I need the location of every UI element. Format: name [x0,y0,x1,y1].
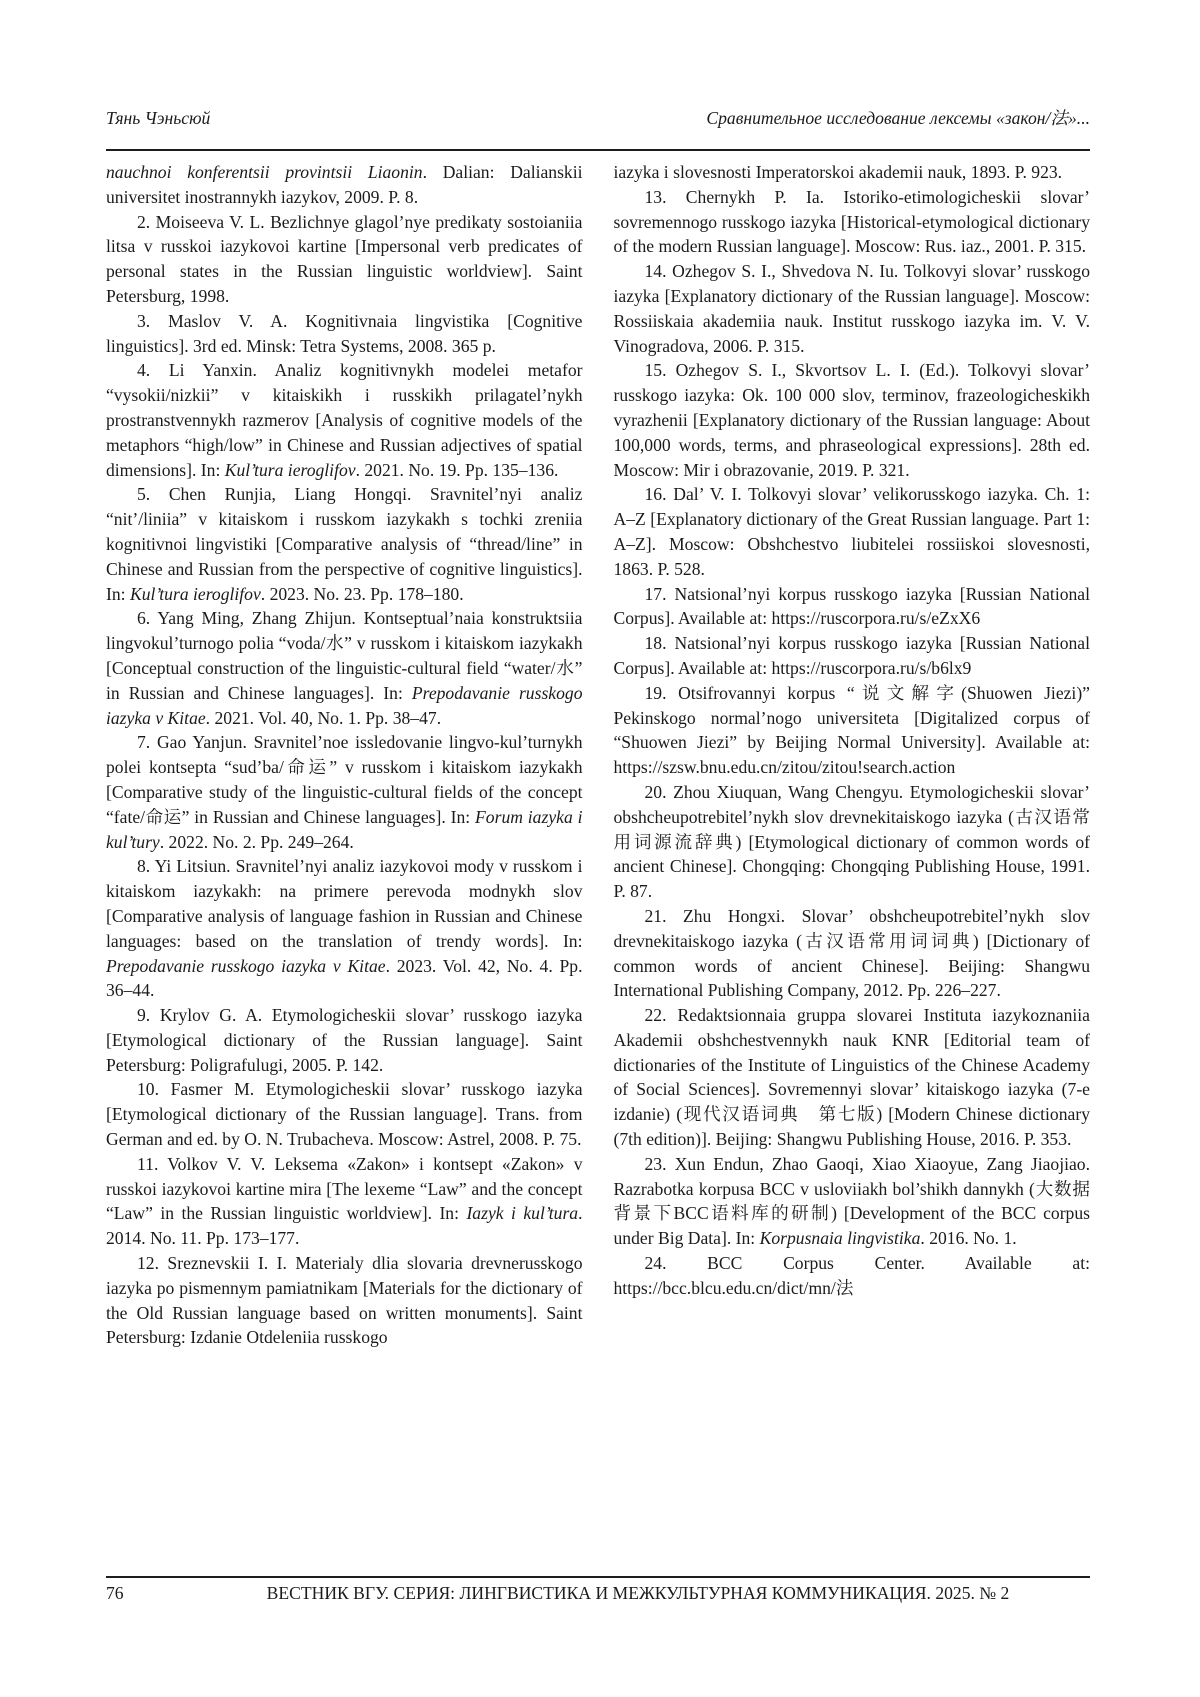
text-run: 21. Zhu Hongxi. Slovar’ obshcheupotrebitel’nykh slov drevnekitaiskogo iazyka (古汉语常用词词典) [Dictionary of common words of ancient Chinese]. Beijing: Shangwu International Publishing Company, 2012. Pp. 226–227. [613,905,1090,1001]
text-run: 12. Sreznevskii I. I. Materialy dlia slovaria drevnerusskogo iazyka po pismennym pamiatnikam [Materials for the dictionary of the Old Russian language based on written monuments]. Saint Petersburg: Izdanie Otdeleniia russkogo [106,1253,583,1348]
text-run: . 2021. No. 19. Pp. 135–136. [355,459,559,480]
reference-item [614,1251,1091,1301]
reference-item [106,1003,583,1077]
page-number: 76 [106,1583,124,1603]
page-footer [106,1582,1090,1604]
text-run: . 2021. Vol. 40, No. 1. Pp. 38–47. [205,707,442,728]
reference-item [106,1077,583,1151]
running-author: Тянь Чэньсюй [106,108,211,128]
reference-item [106,730,583,854]
header-rule [106,149,1090,151]
text-run: 16. Dal’ V. I. Tolkovyi slovar’ velikorusskogo iazyka. Ch. 1: A–Z [Explanatory dictionary of the Great Russian language. Part 1: A–Z]. Moscow: Obshchestvo liubitelei rossiiskoi slovesnosti, 1863. P. 528. [613,484,1090,579]
reference-item [106,358,583,482]
text-run: 19. Otsifrovannyi korpus “说文解字(Shuowen Jiezi)” Pekinskogo normal’nogo universiteta [Digitalized corpus of “Shuowen Jiezi” by Beijing Normal University]. Available at: https://szsw.bnu.edu.cn/zitou/zitou!search.action [613,682,1090,778]
reference-item [614,1003,1091,1152]
text-run: 9. Krylov G. A. Etymologicheskii slovar’ russkogo iazyka [Etymological dictionary of the Russian language]. Saint Petersburg: Poligrafulugi, 2005. P. 142. [106,1005,583,1075]
italic-text-run: Korpusnaia lingvistika [759,1228,921,1249]
text-run: 15. Ozhegov S. I., Skvortsov L. I. (Ed.). Tolkovyi slovar’ russkogo iazyka: Ok. 100 000 slov, terminov, frazeologicheskikh vyrazhenii [Explanatory dictionary of the Russian language: About 100,000 words, terms, and phraseological expressions]. 28th ed. Moscow: Mir i obrazovanie, 2019. P. 321. [613,360,1090,480]
text-run: . 2022. No. 2. Pp. 249–264. [159,831,354,852]
reference-item [106,482,583,606]
italic-text-run: Prepodavanie russkogo iazyka v Kitae [106,955,386,976]
text-run: 24. BCC Corpus Center. Available at: https://bcc.blcu.edu.cn/dict/mn/法 [613,1253,1090,1298]
running-title: Сравнительное исследование лексемы «закон/法»... [706,108,1090,128]
text-run: . 2023. No. 23. Pp. 178–180. [260,583,464,604]
text-run: 5. Chen Runjia, Liang Hongqi. Sravnitel’nyi analiz “nit’/liniia” v kitaiskom i russkom iazykakh s tochki zreniia kognitivnoi lingvistiki [Comparative analysis of “thread/line” in Chinese and Russian from the perspective of cognitive linguistics]. In: [106,484,583,604]
italic-text-run: Kul’tura ieroglifov [224,459,356,480]
text-run: iazyka i slovesnosti Imperatorskoi akademii nauk, 1893. P. 923. [613,162,1063,182]
text-run: 2. Moiseeva V. L. Bezlichnye glagol’nye predikaty sostoianiia litsa v russkoi iazykovoi kartine [Impersonal verb predicates of personal states in the Russian linguistic worldview]. Saint Petersburg, 1998. [106,211,583,306]
reference-item [106,309,583,359]
text-run: 17. Natsional’nyi korpus russkogo iazyka [Russian National Corpus]. Available at: https://ruscorpora.ru/s/eZxX6 [613,583,1090,629]
references-column-right [614,160,1091,1350]
italic-text-run: Forum iazyka i kul’tury [106,806,583,852]
references-column-left [106,160,583,1350]
reference-item [106,1251,583,1350]
reference-item [106,606,583,730]
italic-text-run: Prepodavanie russkogo iazyka v Kitae [106,682,583,728]
text-run: 22. Redaktsionnaia gruppa slovarei Instituta iazykoznaniia Akademii obshchestvennykh nauk KNR [Editorial team of dictionaries of the Institute of Linguistics of the Chinese Academy of Social Sciences]. Sovremennyi slovar’ kitaiskogo iazyka (7-e izdanie) (现代汉语词典 第七版) [Modern Chinese dictionary (7th edition)]. Beijing: Shangwu Publishing House, 2016. P. 353. [613,1005,1090,1150]
text-run: . 2016. No. 1. [920,1228,1017,1249]
text-run: 14. Ozhegov S. I., Shvedova N. Iu. Tolkovyi slovar’ russkogo iazyka [Explanatory dictionary of the Russian language]. Moscow: Rossiiskaia akademiia nauk. Institut russkogo iazyka im. V. V. Vinogradova, 2006. P. 315. [613,261,1090,356]
text-run: 18. Natsional’nyi korpus russkogo iazyka [Russian National Corpus]. Available at: https://ruscorpora.ru/s/b6lx9 [613,633,1090,678]
reference-item [614,904,1091,1003]
text-run: 10. Fasmer M. Etymologicheskii slovar’ russkogo iazyka [Etymological dictionary of the Russian language]. Trans. from German and ed. by O. N. Trubacheva. Moscow: Astrel, 2008. P. 75. [106,1079,583,1150]
reference-item [614,482,1091,581]
italic-text-run: Iazyk i kul’tura [466,1203,579,1224]
page-header [106,107,1090,129]
reference-item [614,631,1091,681]
reference-item [614,1152,1091,1251]
reference-item [614,185,1091,259]
reference-item [106,1152,583,1251]
text-run: 8. Yi Litsiun. Sravnitel’nyi analiz iazykovoi mody v russkom i kitaiskom iazykakh: na primere perevoda modnykh slov [Comparative analysis of language fashion in Russian and Chinese languages: based on the translation of trendy words]. In: [106,856,583,951]
journal-line: ВЕСТНИК ВГУ. СЕРИЯ: ЛИНГВИСТИКА И МЕЖКУЛЬТУРНАЯ КОММУНИКАЦИЯ. 2025. № 2 [266,1583,1010,1603]
text-run: 4. Li Yanxin. Analiz kognitivnykh modelei metafor “vysokii/nizkii” v kitaiskikh i russkikh prilagatel’nykh prostranstvennykh razmerov [Analysis of cognitive models of the metaphors “high/low” in Chinese and Russian adjectives of spatial dimensions]. In: [106,360,583,480]
text-run: 3. Maslov V. A. Kognitivnaia lingvistika [Cognitive linguistics]. 3rd ed. Minsk: Tetra Systems, 2008. 365 p. [106,310,583,356]
text-run: 20. Zhou Xiuquan, Wang Chengyu. Etymologicheskii slovar’ obshcheupotrebitel’nykh slov drevnekitaiskogo iazyka (古汉语常用词源流辞典) [Etymological dictionary of common words of ancient Chinese]. Chongqing: Chongqing Publishing House, 1991. P. 87. [613,781,1090,902]
reference-item [614,358,1091,482]
text-run: 13. Chernykh P. Ia. Istoriko-etimologicheskii slovar’ sovremennogo russkogo iazyka [Historical-etymological dictionary of the modern Russian language]. Moscow: Rus. iaz., 2001. P. 315. [613,186,1090,257]
italic-text-run: Kul’tura ieroglifov [129,583,261,604]
italic-text-run: nauchnoi konferentsii provintsii Liaonin [106,162,423,182]
references-columns [106,160,1090,1350]
text-run: . 2023. Vol. 42, No. 4. Pp. 36–44. [106,955,583,1001]
reference-item [614,681,1091,780]
text-run: . Dalian: Dalianskii universitet inostrannykh iazykov, 2009. P. 8. [106,162,583,207]
reference-item [106,854,583,1003]
text-run: . 2014. No. 11. Pp. 173–177. [106,1203,583,1249]
reference-item [614,582,1091,632]
reference-item [614,160,1091,185]
text-run: 23. Xun Endun, Zhao Gaoqi, Xiao Xiaoyue, Zang Jiaojiao. Razrabotka korpusa BCC v usloviiakh bol’shikh dannykh (大数据背景下BCC语料库的研制) [Development of the BCC corpus under Big Data]. In: [613,1153,1090,1249]
text-run: 7. Gao Yanjun. Sravnitel’noe issledovanie lingvo-kul’turnykh polei kontsepta “sud’ba/命运” v russkom i kitaiskom iazykakh [Comparative study of the linguistic-cultural fields of the concept “fate/命运” in Russian and Chinese languages]. In: [106,732,583,827]
footer-rule [106,1576,1090,1578]
reference-item [614,259,1091,358]
text-run: 6. Yang Ming, Zhang Zhijun. Kontseptual’naia konstruktsiia lingvokul’turnogo polia “voda/水” v russkom i kitaiskom iazykakh [Conceptual construction of the linguistic-cultural field “water/水” in Russian and Chinese languages]. In: [106,608,583,703]
reference-item [106,210,583,309]
reference-item [106,160,583,210]
reference-item [614,780,1091,904]
text-run: 11. Volkov V. V. Leksema «Zakon» i kontsept «Zakon» v russkoi iazykovoi kartine mira [The lexeme “Law” and the concept “Law” in the Russian linguistic worldview]. In: [106,1153,583,1224]
